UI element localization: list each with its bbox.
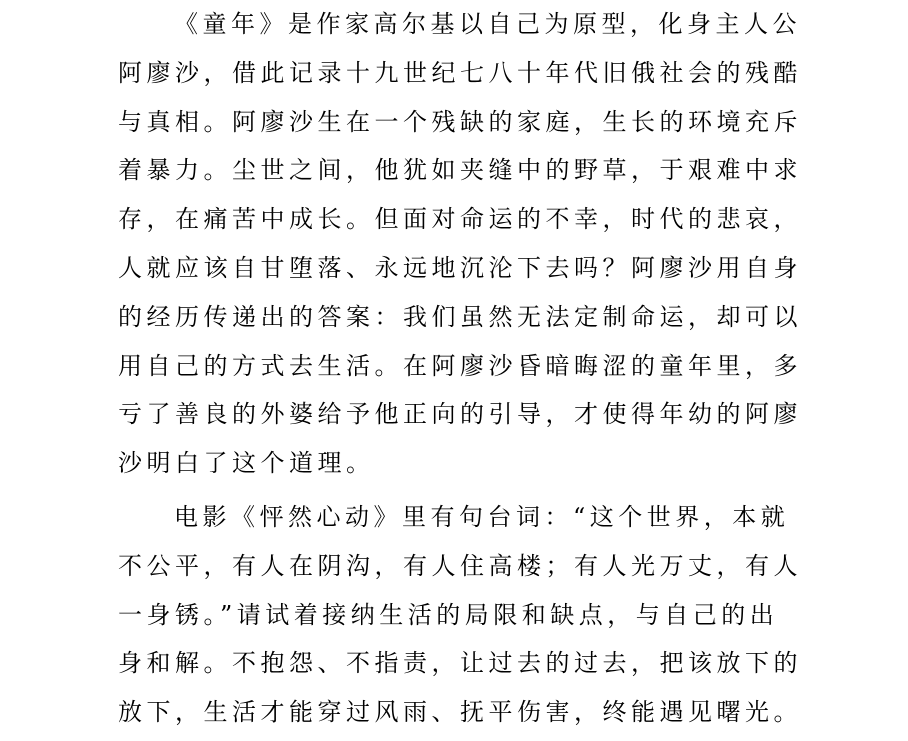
paragraph-2-line-1: 电影《怦然心动》里有句台词：“这个世界，本就	[174, 503, 790, 531]
paragraph-1-line-4: 着暴力。尘世之间，他犹如夹缝中的野草，于艰难中求	[118, 156, 802, 185]
paragraph-1-line-8: 用自己的方式去生活。在阿廖沙昏暗晦涩的童年里，多	[118, 351, 802, 380]
paragraph-1-line-7: 的经历传递出的答案：我们虽然无法定制命运，却可以	[118, 302, 802, 331]
paragraph-1-line-9: 亏了善良的外婆给予他正向的引导，才使得年幼的阿廖	[118, 400, 802, 429]
paragraph-2-line-5: 放下，生活才能穿过风雨、抚平伤害，终能遇见曙光。	[118, 698, 802, 727]
paragraph-2-line-3: 一身锈。”请试着接纳生活的局限和缺点，与自己的出	[118, 600, 779, 629]
paragraph-2-line-4: 身和解。不抱怨、不指责，让过去的过去，把该放下的	[118, 649, 802, 678]
paragraph-1-line-6: 人就应该自甘堕落、永远地沉沦下去吗？阿廖沙用自身	[118, 253, 802, 282]
paragraph-1	[118, 0, 802, 488]
paragraph-1-line-5: 存，在痛苦中成长。但面对命运的不幸，时代的悲哀，	[118, 205, 802, 234]
paragraph-1-line-1: 《童年》是作家高尔基以自己为原型，化身主人公	[174, 10, 801, 38]
paragraph-2-line-2: 不公平，有人在阴沟，有人住高楼；有人光万丈，有人	[118, 551, 802, 580]
paragraph-1-line-2: 阿廖沙，借此记录十九世纪七八十年代旧俄社会的残酷	[118, 58, 802, 87]
paragraph-1-line-3: 与真相。阿廖沙生在一个残缺的家庭，生长的环境充斥	[118, 107, 802, 136]
paragraph-1-line-10: 沙明白了这个道理。	[118, 449, 375, 478]
paragraph-2	[118, 493, 802, 737]
